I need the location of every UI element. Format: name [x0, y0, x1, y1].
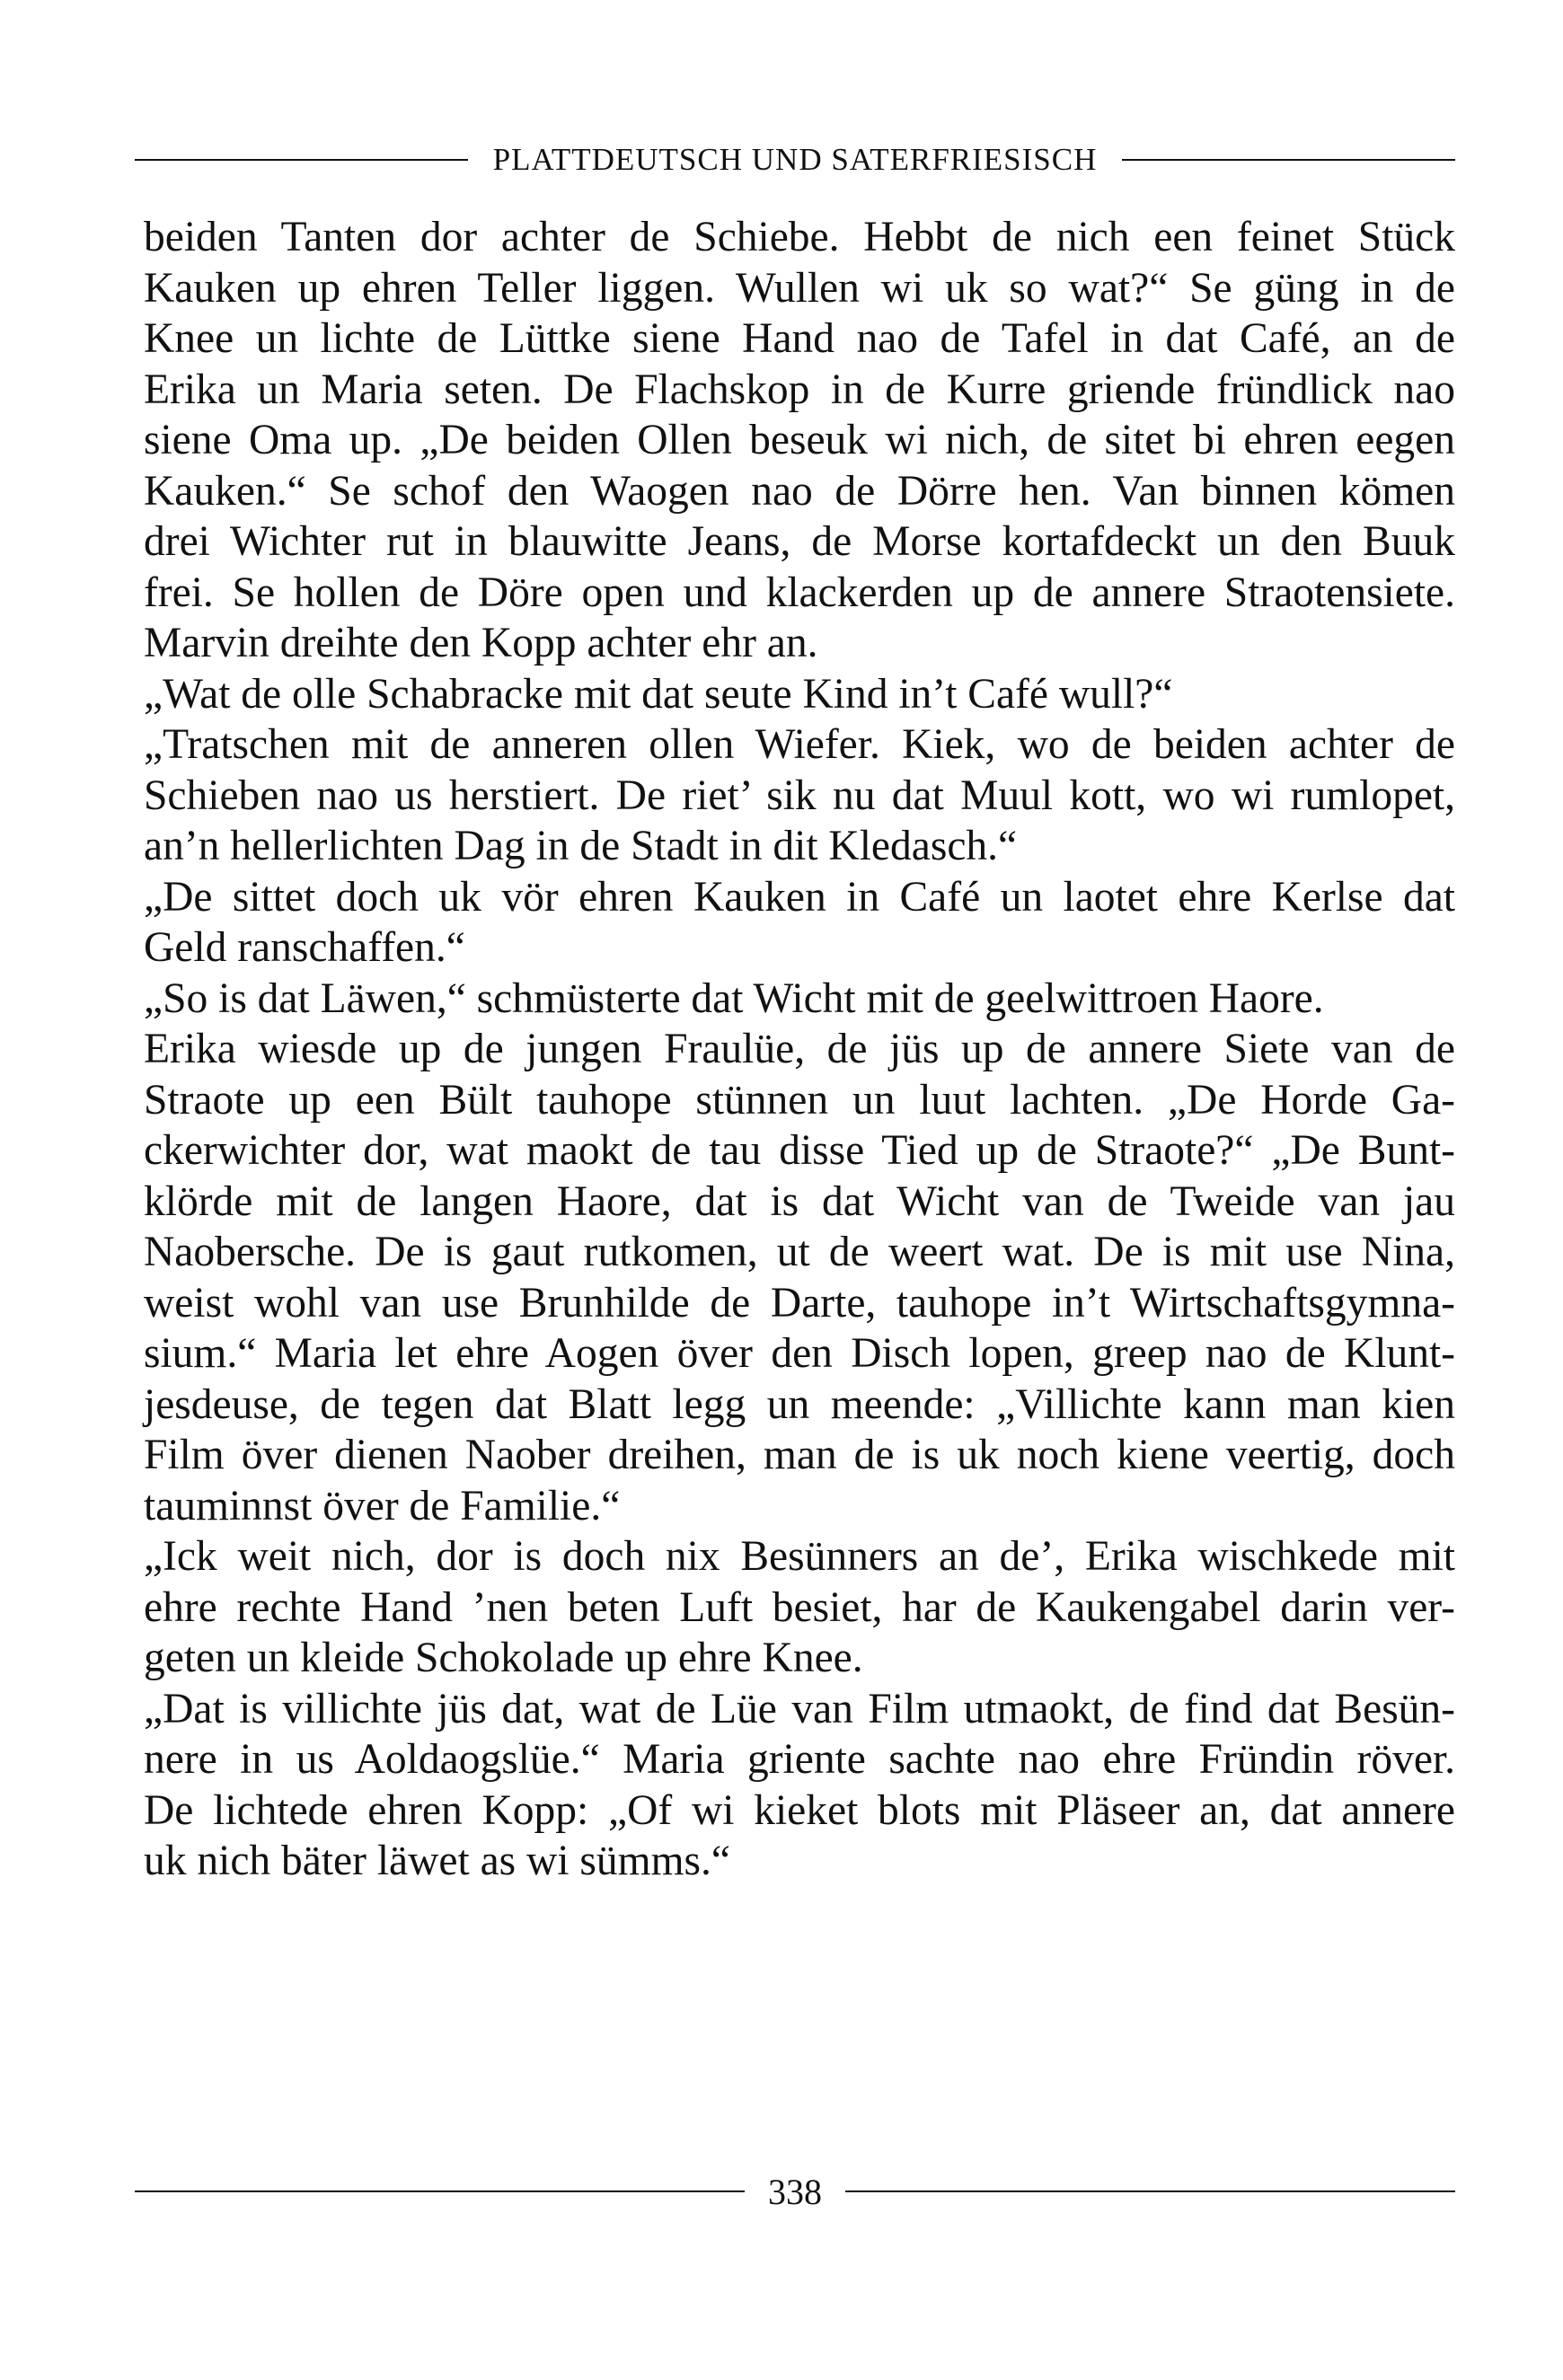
header-rule-left — [135, 159, 468, 161]
text-line: Marvin dreihte den Kopp achter ehr an. — [144, 620, 818, 666]
footer-rule-left — [135, 2190, 745, 2192]
text-line: klörde mit de langen Haore, dat is dat Wicht van de Tweide van jau — [144, 1177, 1455, 1225]
text-line: siene Oma up. „De beiden Ollen beseuk wi nich, de sitet bi ehren eegen — [144, 417, 1455, 463]
text-line: frei. Se hollen de Döre open und klackerden up de annere Straotensiete. — [144, 569, 1455, 616]
running-head-title: PLATTDEUTSCH UND SATERFRIESISCH — [492, 142, 1098, 177]
paragraph — [144, 212, 1455, 669]
text-line: geten un kleide Schokolade up ehre Knee. — [144, 1635, 863, 1681]
text-line: uk nich bäter läwet as wi sümms.“ — [144, 1838, 730, 1884]
text-line: an’n hellerlichten Dag in de Stadt in dit Kledasch.“ — [144, 823, 1018, 869]
text-line: „Wat de olle Schabracke mit dat seute Kind in’t Café wull?“ — [144, 670, 1173, 718]
text-line: ehre rechte Hand ’nen beten Luft besiet, har de Kaukengabel darin ver- — [144, 1583, 1455, 1631]
text-line: tauminnst över de Familie.“ — [144, 1482, 621, 1529]
text-line: Schieben nao us herstiert. De riet’ sik nu dat Muul kott, wo wi rumlopet, — [144, 771, 1455, 819]
body-text — [144, 212, 1455, 1887]
text-line: „Ick weit nich, dor is doch nix Besünners an de’, Erika wischkede mit — [144, 1533, 1455, 1580]
text-line: sium.“ Maria let ehre Aogen över den Disch lopen, greep nao de Klunt- — [144, 1330, 1455, 1377]
text-line: Straote up een Bült tauhope stünnen un luut lachten. „De Horde Ga- — [144, 1076, 1455, 1124]
running-header — [135, 133, 1455, 187]
text-line: „De sittet doch uk vör ehren Kauken in Café un laotet ehre Kerlse dat — [144, 873, 1455, 921]
text-line: „Tratschen mit de anneren ollen Wiefer. Kiek, wo de beiden achter de — [144, 721, 1455, 768]
text-line: jesdeuse, de tegen dat Blatt legg un meende: „Villichte kann man kien — [144, 1380, 1455, 1428]
paragraph — [144, 974, 1455, 1025]
text-line: „So is dat Läwen,“ schmüsterte dat Wicht mit de geelwittroen Haore. — [144, 974, 1324, 1022]
paragraph — [144, 1531, 1455, 1684]
text-line: „Dat is villichte jüs dat, wat de Lüe van Film utmaokt, de find dat Besün- — [144, 1685, 1455, 1732]
text-line: Kauken up ehren Teller liggen. Wullen wi uk so wat?“ Se güng in de — [144, 264, 1455, 312]
paragraph — [144, 872, 1455, 974]
header-rule-right — [1122, 159, 1455, 161]
text-line: ckerwichter dor, wat maokt de tau disse Tied up de Straote?“ „De Bunt- — [144, 1127, 1455, 1174]
footer-rule-right — [845, 2190, 1455, 2192]
text-line: weist wohl van use Brunhilde de Darte, tauhope in’t Wirtschaftsgymna- — [144, 1279, 1455, 1327]
text-line: drei Wichter rut in blauwitte Jeans, de Morse kortafdeckt un den Buuk — [144, 518, 1455, 565]
page-number: 338 — [768, 2171, 822, 2212]
text-line: De lichtede ehren Kopp: „Of wi kieket blots mit Pläseer an, dat annere — [144, 1786, 1455, 1834]
text-line: Geld ranschaffen.“ — [144, 924, 465, 971]
paragraph — [144, 1024, 1455, 1531]
text-line: nere in us Aoldaogslüe.“ Maria griente sachte nao ehre Fründin röver. — [144, 1736, 1455, 1783]
paragraph — [144, 669, 1455, 720]
text-line: Erika wiesde up de jungen Fraulüe, de jüs up de annere Siete van de — [144, 1026, 1455, 1072]
paragraph — [144, 1684, 1455, 1887]
text-line: Naobersche. De is gaut rutkomen, ut de weert wat. De is mit use Nina, — [144, 1229, 1455, 1275]
page-footer — [135, 2164, 1455, 2218]
paragraph — [144, 719, 1455, 872]
text-line: Erika un Maria seten. De Flachskop in de Kurre griende fründlick nao — [144, 366, 1455, 413]
text-line: Knee un lichte de Lüttke siene Hand nao de Tafel in dat Café, an de — [144, 315, 1455, 362]
text-line: Film över dienen Naober dreihen, man de is uk noch kiene veertig, doch — [144, 1432, 1455, 1478]
text-line: beiden Tanten dor achter de Schiebe. Hebbt de nich een feinet Stück — [144, 214, 1455, 260]
text-line: Kauken.“ Se schof den Waogen nao de Dörre hen. Van binnen kömen — [144, 467, 1455, 515]
